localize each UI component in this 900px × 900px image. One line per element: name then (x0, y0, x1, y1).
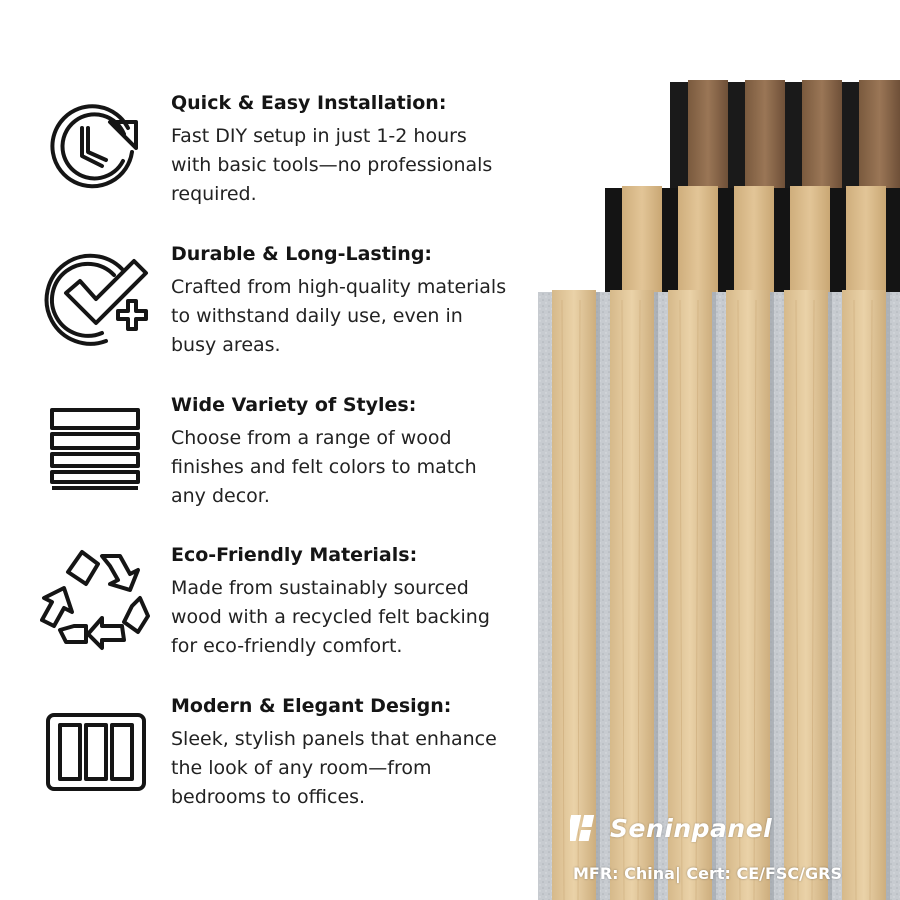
feature-quick-installation (0, 90, 540, 220)
feature-modern-design (0, 693, 540, 823)
feature-description: Made from sustainably sourced wood with a recycled felt backing for eco-friendly comfort. (171, 577, 490, 657)
clock-refresh-icon (40, 90, 150, 200)
brand-watermark (570, 806, 772, 850)
check-plus-icon (40, 241, 150, 351)
feature-durable (0, 241, 540, 371)
feature-title: Quick & Easy Installation: (171, 92, 447, 114)
feature-description: Fast DIY setup in just 1-2 hours with basic tools—no professionals required. (171, 125, 493, 205)
panel-frame-icon (40, 693, 150, 803)
recycle-icon (40, 542, 150, 652)
brand-logo-icon (570, 811, 604, 845)
feature-variety-styles (0, 392, 540, 522)
feature-description: Crafted from high-quality materials to withstand daily use, even in busy areas. (171, 276, 507, 356)
feature-eco-friendly (0, 542, 540, 672)
product-panels-image (530, 70, 900, 900)
stacked-layers-icon (40, 392, 150, 502)
feature-description: Choose from a range of wood finishes and felt colors to match any decor. (171, 427, 477, 507)
feature-title: Modern & Elegant Design: (171, 695, 452, 717)
feature-description: Sleek, stylish panels that enhance the look of any room—from bedrooms to offices. (171, 728, 497, 808)
manufacturer-info: MFR: China| Cert: CE/FSC/GRS (573, 864, 842, 883)
brand-name: Seninpanel (610, 813, 773, 843)
feature-title: Wide Variety of Styles: (171, 394, 417, 416)
feature-title: Eco-Friendly Materials: (171, 544, 418, 566)
feature-title: Durable & Long-Lasting: (171, 243, 433, 265)
